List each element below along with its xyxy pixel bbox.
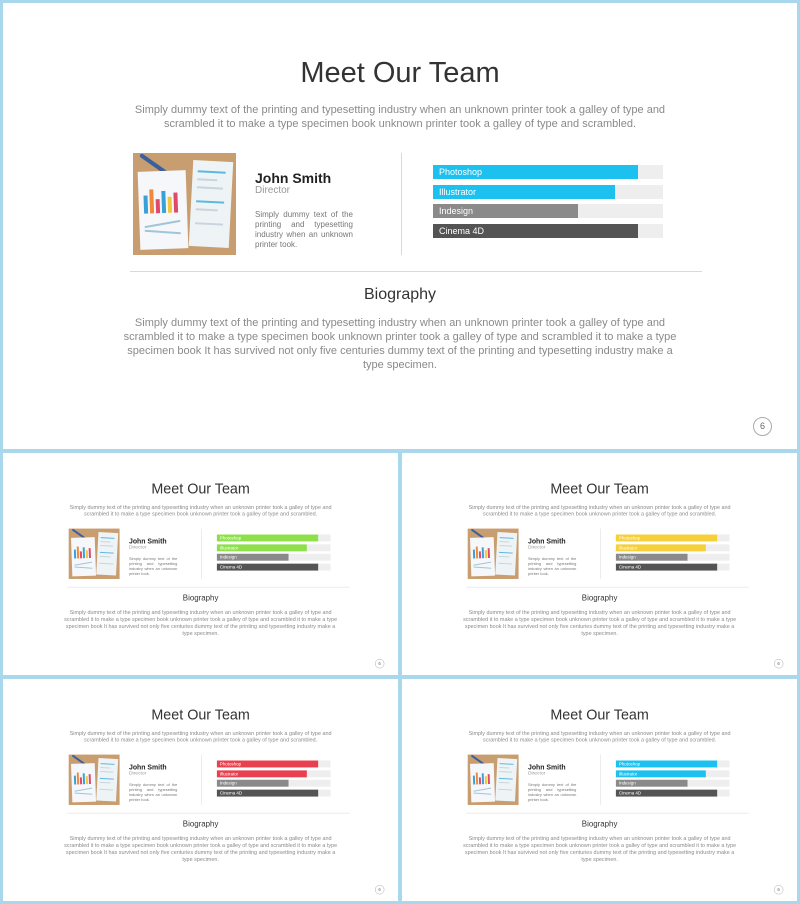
skill-label: Illustrator xyxy=(439,186,477,197)
person-short-bio: Simply dummy text of the printing and typesetting industry when an unknown printer took. xyxy=(255,210,353,249)
skill-bar-photoshop xyxy=(217,761,331,768)
skill-bar-cinema-4d xyxy=(616,789,730,796)
skill-bars xyxy=(616,535,730,574)
skill-bar-illustrator xyxy=(217,544,331,551)
vertical-divider xyxy=(401,153,402,255)
profile-photo xyxy=(468,529,519,579)
person-role: Director xyxy=(255,185,291,196)
person-name: John Smith xyxy=(527,536,566,545)
biography-title: Biography xyxy=(581,820,618,829)
skill-label: Indesign xyxy=(439,206,474,216)
intro-text: Simply dummy text of the printing and typesetting industry when an unknown printer took a galley of type and scrambled it to make a type specimen book unknown printer took a galley of type and scrambled. xyxy=(69,730,332,744)
skill-label: Cinema 4D xyxy=(219,564,243,570)
slide-title: Meet Our Team xyxy=(151,481,250,497)
skill-bar-indesign xyxy=(433,204,663,218)
biography-text: Simply dummy text of the printing and typesetting industry when an unknown printer took a galley of type and scrambled it to make a type specimen book unknown printer took a galley of type and scrambled it to make a type specimen book It has survived not only five centuries dummy text of the printing and typesetting industry make a type specimen. xyxy=(463,609,737,637)
slide-title: Meet Our Team xyxy=(151,707,250,723)
skill-bar-cinema-4d xyxy=(217,563,331,570)
skill-label: Illustrator xyxy=(618,545,638,551)
skill-bar-cinema-4d xyxy=(217,789,331,796)
profile-photo xyxy=(133,153,236,255)
biography-text: Simply dummy text of the printing and typesetting industry when an unknown printer took a galley of type and scrambled it to make a type specimen book unknown printer took a galley of type and scrambled it to make a type specimen book It has survived not only five centuries dummy text of the printing and typesetting industry make a type specimen. xyxy=(64,835,338,863)
skill-bar-illustrator xyxy=(217,770,331,777)
skill-label: Cinema 4D xyxy=(618,790,642,796)
profile-photo xyxy=(69,529,120,579)
skill-bar-illustrator xyxy=(616,770,730,777)
skill-label: Indesign xyxy=(219,554,237,560)
person-short-bio: Simply dummy text of the printing and typesetting industry when an unknown printer took. xyxy=(128,556,178,577)
skill-label: Illustrator xyxy=(219,545,239,551)
slide-thumbnail-yellow xyxy=(402,453,797,675)
person-short-bio: Simply dummy text of the printing and typesetting industry when an unknown printer took. xyxy=(527,556,577,577)
skill-bar-photoshop xyxy=(616,535,730,542)
skill-label: Cinema 4D xyxy=(618,564,642,570)
skill-label: Illustrator xyxy=(618,771,638,777)
biography-title: Biography xyxy=(363,286,437,303)
skill-label: Photoshop xyxy=(439,167,483,177)
person-role: Director xyxy=(128,544,147,550)
person-short-bio: Simply dummy text of the printing and typesetting industry when an unknown printer took. xyxy=(527,782,577,803)
slide-title: Meet Our Team xyxy=(550,707,649,723)
intro-text: Simply dummy text of the printing and typesetting industry when an unknown printer took a galley of type and scrambled it to make a type specimen book unknown printer took a galley of type and scrambled. xyxy=(468,730,731,744)
person-role: Director xyxy=(527,770,546,776)
page-number: 6 xyxy=(774,659,783,668)
person-role: Director xyxy=(128,770,147,776)
biography-text: Simply dummy text of the printing and typesetting industry when an unknown printer took a galley of type and scrambled it to make a type specimen book unknown printer took a galley of type and scrambled it to make a type specimen book It has survived not only five centuries dummy text of the printing and typesetting industry make a type specimen. xyxy=(123,317,677,371)
profile-photo xyxy=(69,755,120,805)
skill-bar-photoshop xyxy=(616,761,730,768)
person-short-bio: Simply dummy text of the printing and typesetting industry when an unknown printer took. xyxy=(128,782,178,803)
skill-bar-cinema-4d xyxy=(616,563,730,570)
person-role: Director xyxy=(527,544,546,550)
intro-text: Simply dummy text of the printing and typesetting industry when an unknown printer took a galley of type and scrambled it to make a type specimen book unknown printer took a galley of type and scrambled. xyxy=(69,504,332,518)
slide-title: Meet Our Team xyxy=(550,481,649,497)
biography-text: Simply dummy text of the printing and typesetting industry when an unknown printer took a galley of type and scrambled it to make a type specimen book unknown printer took a galley of type and scrambled it to make a type specimen book It has survived not only five centuries dummy text of the printing and typesetting industry make a type specimen. xyxy=(463,835,737,863)
skill-bars xyxy=(217,761,331,800)
intro-text: Simply dummy text of the printing and typesetting industry when an unknown printer took a galley of type and scrambled it to make a type specimen book unknown printer took a galley of type and scrambled. xyxy=(468,504,731,518)
slide-thumbnail-green xyxy=(3,453,398,675)
skill-bar-indesign xyxy=(616,780,730,787)
skill-bars xyxy=(433,165,663,243)
skill-bar-photoshop xyxy=(433,165,663,179)
skill-bar-illustrator xyxy=(616,544,730,551)
intro-text: Simply dummy text of the printing and typesetting industry when an unknown printer took a galley of type and scrambled it to make a type specimen book unknown printer took a galley of type and scrambled. xyxy=(134,104,666,130)
skill-label: Cinema 4D xyxy=(219,790,243,796)
horizontal-divider xyxy=(130,271,702,272)
skill-bar-illustrator xyxy=(433,185,663,199)
page-number: 6 xyxy=(753,417,772,436)
person-name: John Smith xyxy=(527,762,566,771)
skill-bars xyxy=(217,535,331,574)
person-name: John Smith xyxy=(128,536,167,545)
biography-title: Biography xyxy=(182,820,219,829)
profile-photo xyxy=(468,755,519,805)
slide-thumbnail-red xyxy=(3,679,398,901)
biography-text: Simply dummy text of the printing and typesetting industry when an unknown printer took a galley of type and scrambled it to make a type specimen book unknown printer took a galley of type and scrambled it to make a type specimen book It has survived not only five centuries dummy text of the printing and typesetting industry make a type specimen. xyxy=(64,609,338,637)
skill-label: Indesign xyxy=(618,554,636,560)
skill-label: Illustrator xyxy=(219,771,239,777)
skill-bar-cinema-4d xyxy=(433,224,663,238)
skill-label: Indesign xyxy=(219,780,237,786)
person-name: John Smith xyxy=(128,762,167,771)
skill-label: Cinema 4D xyxy=(439,225,485,236)
skill-bars xyxy=(616,761,730,800)
skill-label: Photoshop xyxy=(618,535,641,541)
skill-bar-indesign xyxy=(217,780,331,787)
biography-title: Biography xyxy=(581,594,618,603)
page-number: 6 xyxy=(375,659,384,668)
page-number: 6 xyxy=(774,885,783,894)
skill-label: Photoshop xyxy=(618,761,641,767)
skill-label: Indesign xyxy=(618,780,636,786)
skill-bar-photoshop xyxy=(217,535,331,542)
skill-bar-indesign xyxy=(217,554,331,561)
slide-thumbnail-blue xyxy=(402,679,797,901)
slide-main xyxy=(3,3,797,449)
skill-bar-indesign xyxy=(616,554,730,561)
biography-title: Biography xyxy=(182,594,219,603)
page-number: 6 xyxy=(375,885,384,894)
person-name: John Smith xyxy=(255,170,332,186)
slide-title: Meet Our Team xyxy=(300,57,500,89)
skill-label: Photoshop xyxy=(219,535,242,541)
skill-label: Photoshop xyxy=(219,761,242,767)
